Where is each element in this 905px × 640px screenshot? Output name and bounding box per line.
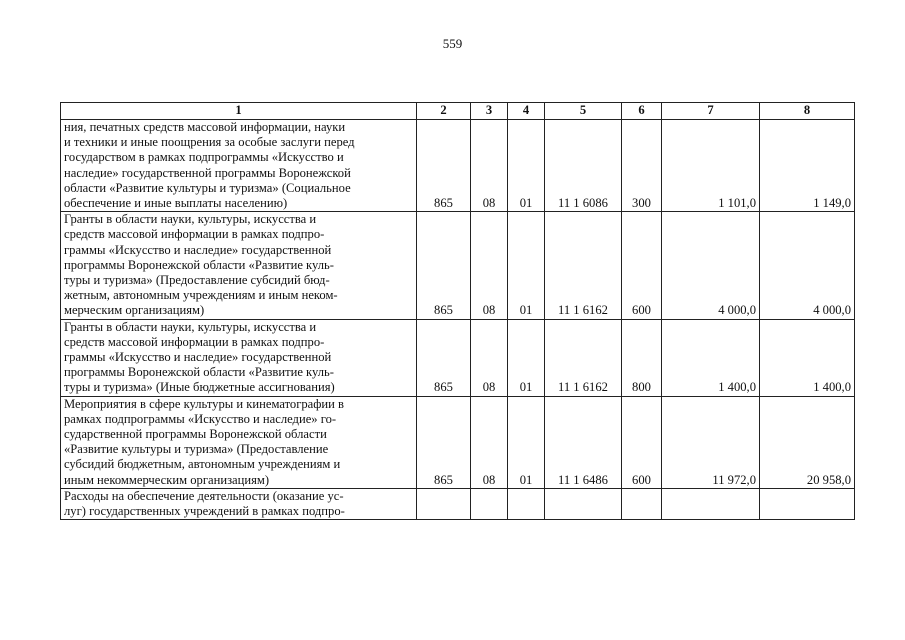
amount-year-2: 1 400,0 [760,319,855,396]
ministry-code: 865 [417,319,471,396]
column-header-1: 1 [61,103,417,120]
amount-year-2: 4 000,0 [760,212,855,319]
subsection-code: 01 [508,120,545,212]
column-header-4: 4 [508,103,545,120]
target-article-code [545,488,622,519]
amount-year-2: 1 149,0 [760,120,855,212]
column-header-5: 5 [545,103,622,120]
expense-type-code [622,488,662,519]
page-number: 559 [442,36,463,51]
row-description: Мероприятия в сфере культуры и кинематографии в рамках подпрограммы «Искусство и наследие» го- сударственной программы Воронежской области «Развитие культуры и туризма» (Предоставление субсидий бюджетным, автономным учреждениям и иным некоммерческим организациям) [61,396,417,488]
target-article-code: 11 1 6162 [545,212,622,319]
ministry-code: 865 [417,120,471,212]
section-code: 08 [471,120,508,212]
row-description: Расходы на обеспечение деятельности (оказание ус- луг) государственных учреждений в рамках подпро- [61,488,417,519]
row-description: Гранты в области науки, культуры, искусства и средств массовой информации в рамках подпро- граммы «Искусство и наследие» государственной программы Воронежской области «Развитие куль- туры и туризма» (Иные бюджетные ассигнования) [61,319,417,396]
section-code [471,488,508,519]
amount-year-1: 1 101,0 [662,120,760,212]
amount-year-1: 11 972,0 [662,396,760,488]
amount-year-1 [662,488,760,519]
section-code: 08 [471,212,508,319]
column-header-3: 3 [471,103,508,120]
subsection-code [508,488,545,519]
expense-type-code: 600 [622,212,662,319]
ministry-code [417,488,471,519]
expense-type-code: 600 [622,396,662,488]
target-article-code: 11 1 6086 [545,120,622,212]
target-article-code: 11 1 6162 [545,319,622,396]
subsection-code: 01 [508,212,545,319]
amount-year-1: 1 400,0 [662,319,760,396]
ministry-code: 865 [417,396,471,488]
column-header-7: 7 [662,103,760,120]
section-code: 08 [471,396,508,488]
table-row [61,319,855,396]
table-row [61,396,855,488]
table-row [61,488,855,519]
row-description: ния, печатных средств массовой информации, науки и техники и иные поощрения за особые заслуги перед государством в рамках подпрограммы «Искусство и наследие» государственной программы Воронежской области «Развитие культуры и туризма» (Социальное обеспечение и иные выплаты населению) [61,120,417,212]
budget-table [60,102,855,520]
ministry-code: 865 [417,212,471,319]
expense-type-code: 800 [622,319,662,396]
expense-type-code: 300 [622,120,662,212]
table-row [61,212,855,319]
amount-year-2: 20 958,0 [760,396,855,488]
subsection-code: 01 [508,396,545,488]
section-code: 08 [471,319,508,396]
table-row [61,120,855,212]
row-description: Гранты в области науки, культуры, искусства и средств массовой информации в рамках подпро- граммы «Искусство и наследие» государственной программы Воронежской области «Развитие куль- туры и туризма» (Предоставление субсидий бюд- жетным, автономным учреждениям и иным неком- мерческим организациям) [61,212,417,319]
amount-year-2 [760,488,855,519]
amount-year-1: 4 000,0 [662,212,760,319]
target-article-code: 11 1 6486 [545,396,622,488]
header-row [61,103,855,120]
column-header-6: 6 [622,103,662,120]
subsection-code: 01 [508,319,545,396]
column-header-2: 2 [417,103,471,120]
column-header-8: 8 [760,103,855,120]
